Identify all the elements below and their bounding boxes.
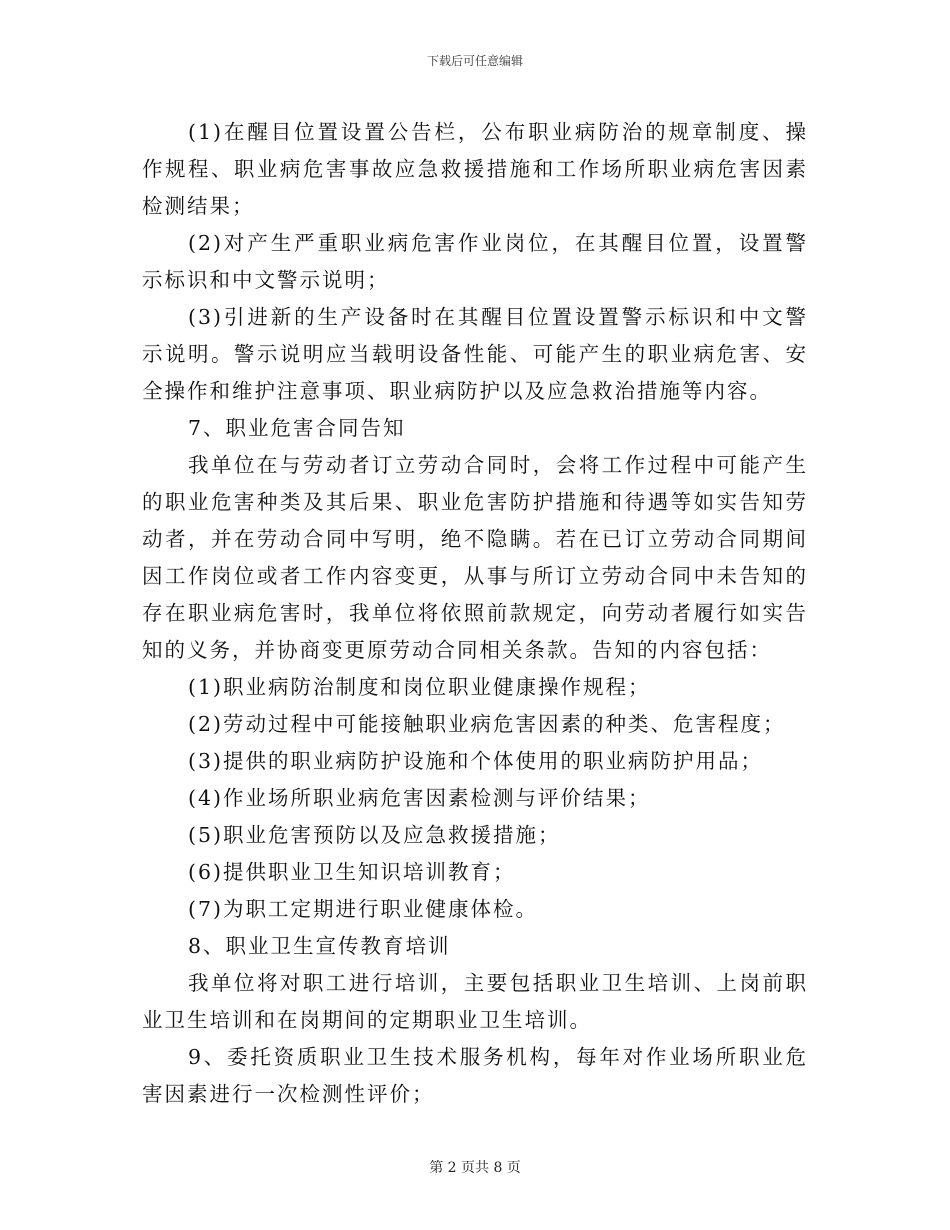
section-heading-technical-service: 9、委托资质职业卫生技术服务机构，每年对作业场所职业危害因素进行一次检测性评价；: [142, 1045, 808, 1106]
list-item-warning-signs-posts: (2)对产生严重职业病危害作业岗位，在其醒目位置，设置警示标识和中文警示说明；: [142, 231, 808, 292]
paragraph-education-training: 我单位将对职工进行培训，主要包括职业卫生培训、上岗前职业卫生培训和在岗期间的定期职业卫生培训。: [142, 971, 808, 1032]
paragraph-contract-notice: 我单位在与劳动者订立劳动合同时，会将工作过程中可能产生的职业危害种类及其后果、职业危害防护措施和待遇等如实告知劳动者，并在劳动合同中写明，绝不隐瞒。若在已订立劳动合同期间因工作岗位或者工作内容变更，从事与所订立劳动合同中未告知的存在职业病危害时，我单位将依照前款规定，向劳动者履行如实告知的义务，并协商变更原劳动合同相关条款。告知的内容包括：: [142, 453, 808, 662]
document-body: [142, 114, 808, 1113]
section-heading-education-training: 8、职业卫生宣传教育培训: [188, 934, 451, 958]
page-header: 下载后可任意编辑: [426, 54, 523, 68]
list-item-emergency-measures: (5)职业危害预防以及应急救援措施；: [188, 823, 561, 847]
list-item-training: (6)提供职业卫生知识培训教育；: [188, 860, 516, 884]
list-item-protective-equipment: (3)提供的职业病防护设施和个体使用的职业病防护用品；: [188, 749, 764, 773]
page-number: 第 2 页共 8 页: [429, 1160, 521, 1176]
list-item-health-checkup: (7)为职工定期进行职业健康体检。: [188, 897, 539, 921]
list-item-notice-board: (1)在醒目位置设置公告栏，公布职业病防治的规章制度、操作规程、职业病危害事故应急救援措施和工作场所职业病危害因素检测结果；: [142, 120, 808, 218]
section-heading-contract-notice: 7、职业危害合同告知: [188, 416, 406, 440]
list-item-regulations: (1)职业病防治制度和岗位职业健康操作规程；: [188, 675, 651, 699]
list-item-detection-results: (4)作业场所职业病危害因素检测与评价结果；: [188, 786, 651, 810]
list-item-new-equipment-warnings: (3)引进新的生产设备时在其醒目位置设置警示标识和中文警示说明。警示说明应当载明设备性能、可能产生的职业病危害、安全操作和维护注意事项、职业病防护以及应急救治措施等内容。: [142, 305, 808, 403]
list-item-hazard-types: (2)劳动过程中可能接触职业病危害因素的种类、危害程度；: [188, 712, 786, 736]
